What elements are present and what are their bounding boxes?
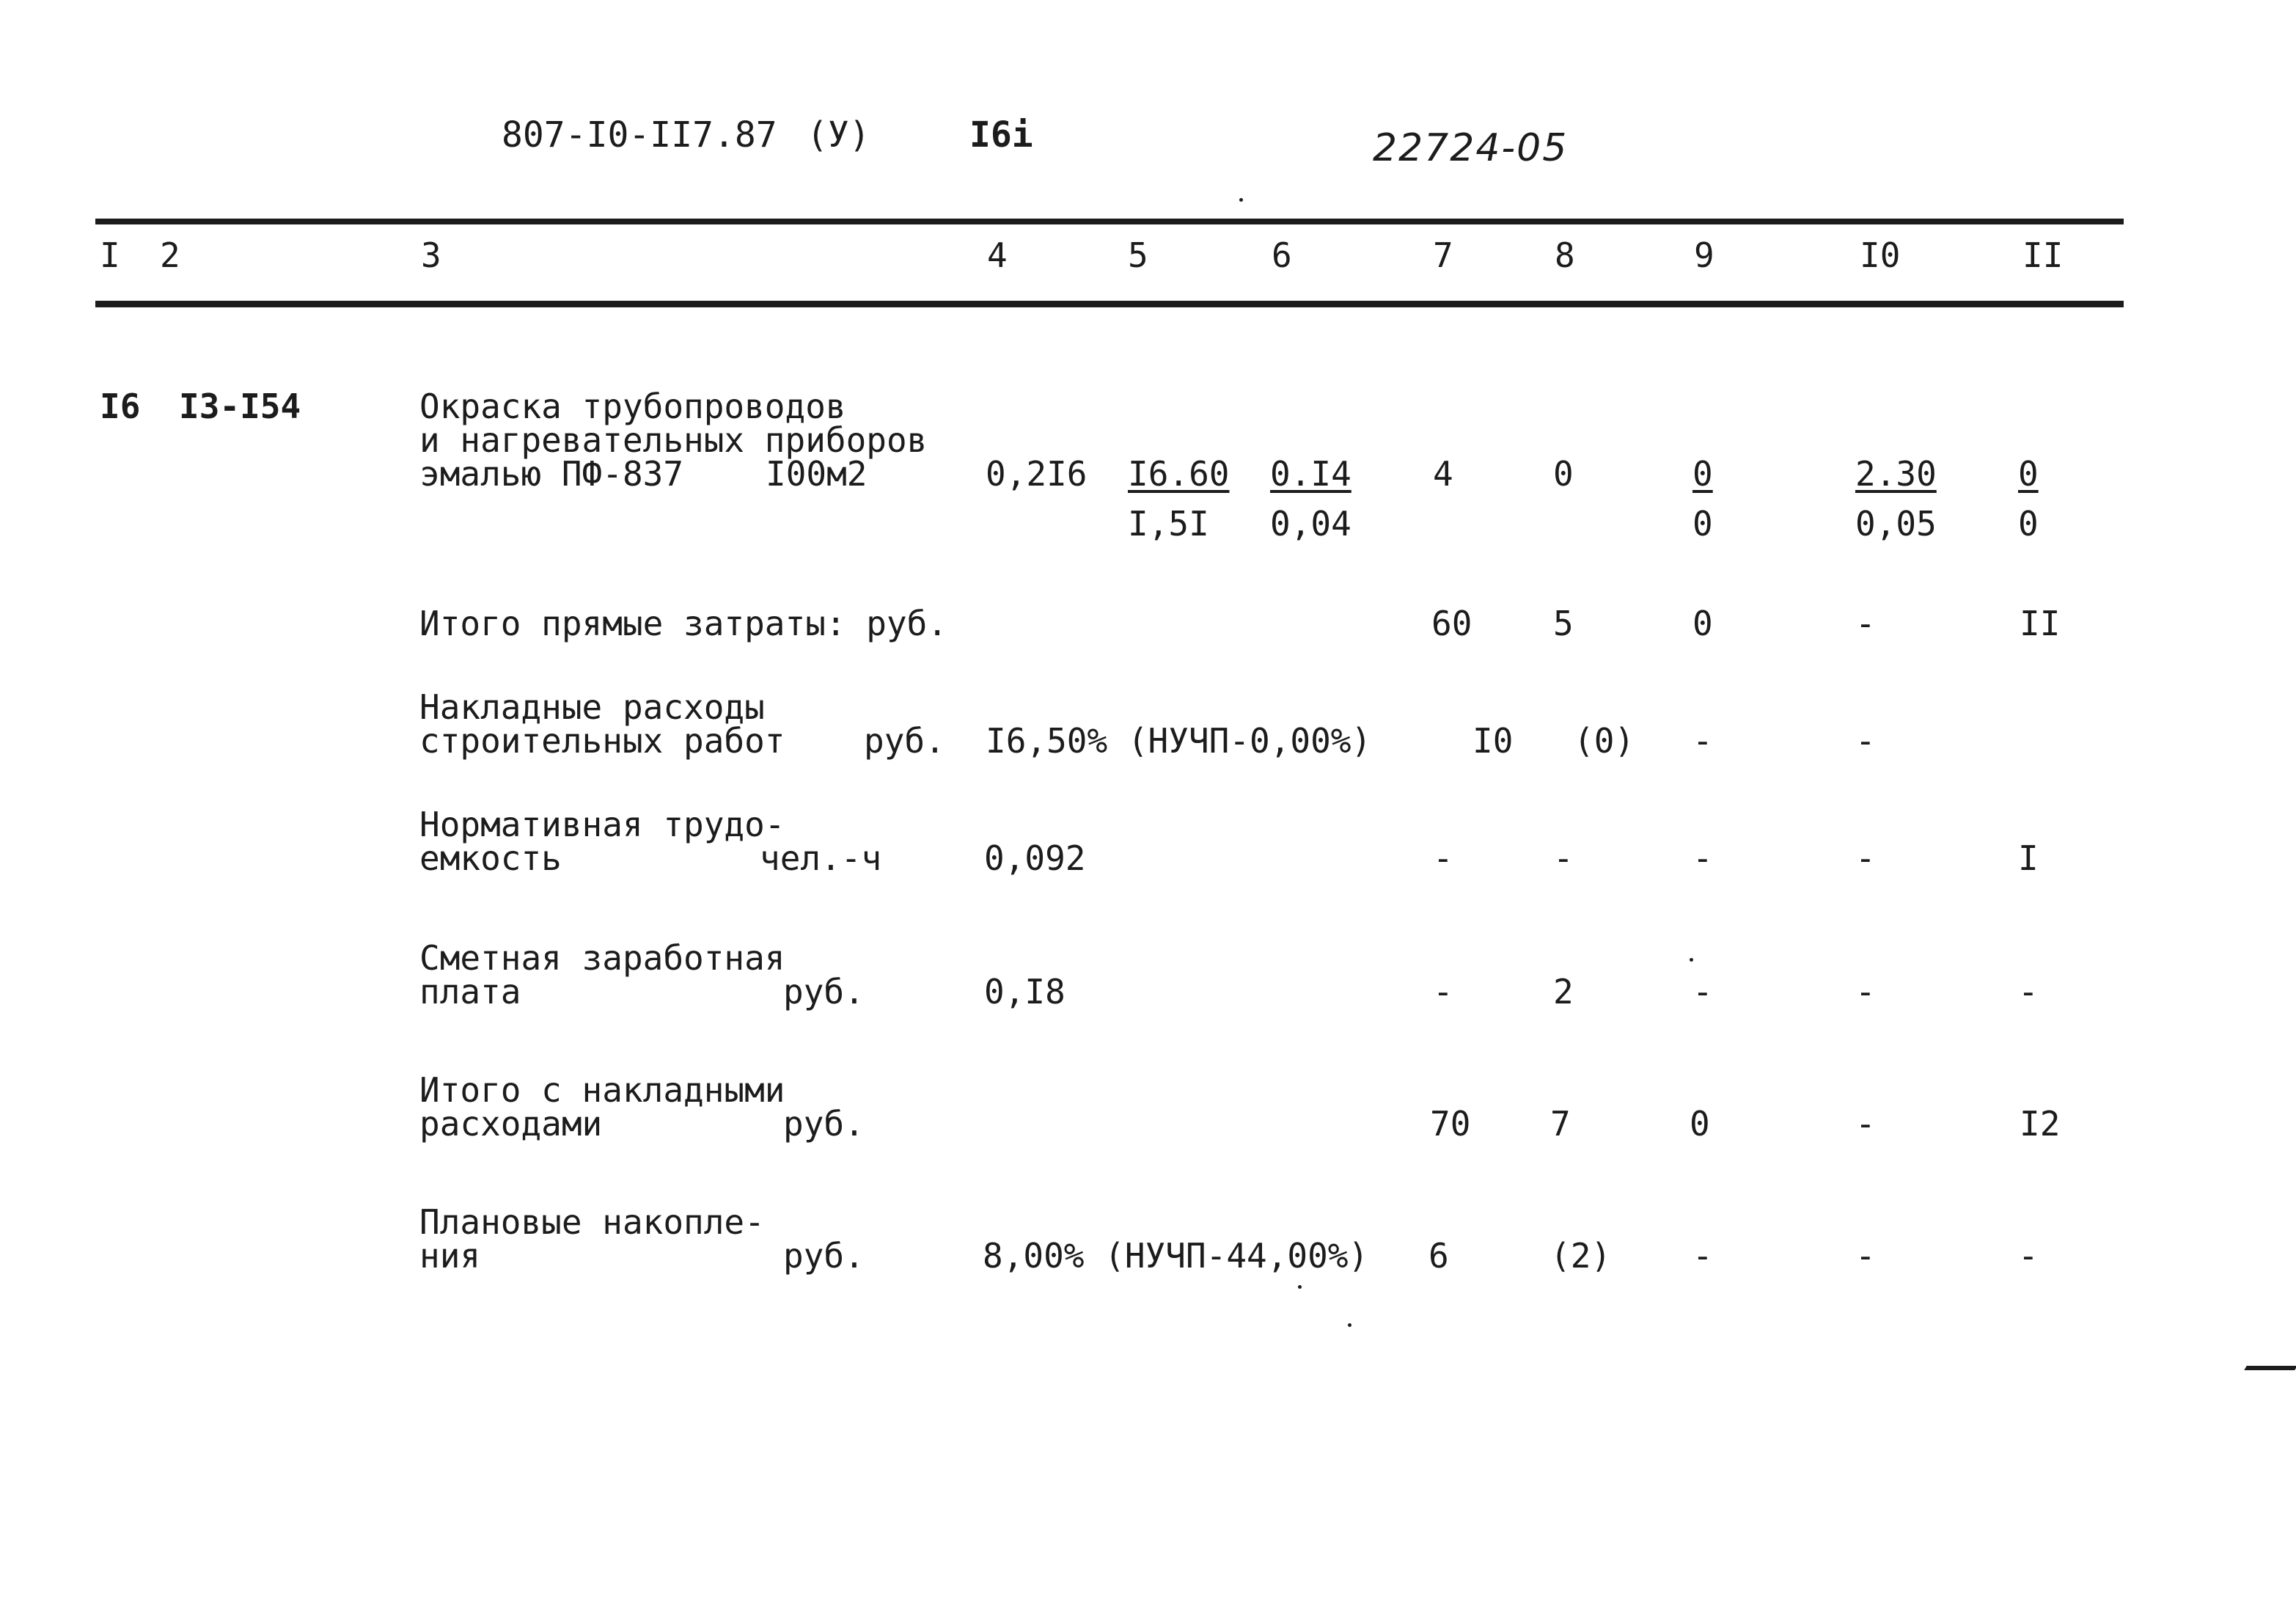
overhead-col7: I0 [1472,721,1514,761]
savings-col11: - [2018,1236,2039,1276]
column-header-1: I [100,235,120,275]
labor-col7: - [1433,838,1453,878]
with-overhead-col8: 7 [1550,1104,1571,1144]
overhead-col8: (0) [1574,721,1635,761]
direct-costs-col8: 5 [1553,604,1574,643]
wage-label-line-1: Сметная заработная [419,938,785,978]
overhead-unit: руб. [864,721,945,761]
savings-col7: 6 [1428,1236,1449,1276]
wage-col9: - [1692,972,1713,1012]
item-description-line-2: и нагревательных приборов [419,420,928,460]
labor-label-line-2: емкость [419,838,562,878]
column-header-2: 2 [160,235,180,275]
with-overhead-label-line-1: Итого с накладными [419,1070,785,1110]
speck [1348,1323,1351,1327]
item-col11-top: 0 [2018,454,2039,494]
labor-value: 0,092 [984,838,1086,878]
savings-col9: - [1692,1236,1713,1276]
column-header-11: II [2022,235,2064,275]
speck [1690,958,1693,962]
item-col9-top: 0 [1692,454,1713,494]
column-header-10: I0 [1860,235,1901,275]
direct-costs-col7: 60 [1431,604,1472,643]
column-header-9: 9 [1694,235,1714,275]
table-header-rule [95,301,2124,307]
page-number: I6i [969,114,1033,156]
column-header-7: 7 [1433,235,1453,275]
with-overhead-col11: I2 [2020,1104,2061,1144]
savings-label-line-2: ния [419,1236,481,1276]
item-quantity: 0,2I6 [986,454,1088,494]
document-code: 807-I0-II7.87 [502,114,777,156]
item-number: I6 [100,387,141,426]
item-description-line-3: эмалью ПФ-837 [419,454,684,494]
labor-label-line-1: Нормативная трудо- [419,805,785,844]
table-top-rule [95,219,2124,224]
wage-col8: 2 [1553,972,1574,1012]
item-col7: 4 [1433,454,1453,494]
overhead-label-line-2: строительных работ [419,721,785,761]
item-unit: I00м2 [766,454,868,494]
column-header-6: 6 [1272,235,1292,275]
item-col9-bottom: 0 [1692,504,1713,544]
item-col10-top: 2.30 [1855,454,1937,494]
column-header-3: 3 [421,235,441,275]
overhead-col9: - [1692,721,1713,761]
speck [1298,1285,1302,1289]
direct-costs-col9: 0 [1692,604,1713,643]
speck [1239,198,1243,202]
overhead-rate: I6,50% (НУЧП-0,00%) [986,721,1372,761]
savings-rate: 8,00% (НУЧП-44,00%) [983,1236,1369,1276]
handwritten-number: 22724-05 [1373,126,1569,170]
wage-col11: - [2018,972,2039,1012]
wage-col7: - [1433,972,1453,1012]
item-description-line-1: Окраска трубопроводов [419,387,846,426]
overhead-label-line-1: Накладные расходы [419,687,765,727]
column-header-4: 4 [987,235,1008,275]
wage-unit: руб. [783,972,865,1012]
document-variant: (У) [807,114,870,156]
savings-unit: руб. [783,1236,865,1276]
column-header-5: 5 [1128,235,1148,275]
savings-col8: (2) [1550,1236,1612,1276]
item-col6-top: 0.I4 [1270,454,1351,494]
overhead-col10: - [1855,721,1876,761]
edge-mark [2244,1366,2296,1370]
wage-label-line-2: плата [419,972,521,1012]
direct-costs-col10: - [1855,604,1876,643]
with-overhead-col7: 70 [1430,1104,1471,1144]
labor-col11: I [2018,838,2039,878]
item-col11-bottom: 0 [2018,504,2039,544]
with-overhead-col9: 0 [1690,1104,1710,1144]
with-overhead-label-line-2: расходами [419,1104,603,1144]
with-overhead-unit: руб. [783,1104,865,1144]
column-header-8: 8 [1555,235,1575,275]
direct-costs-label: Итого прямые затраты: руб. [419,604,948,643]
wage-value: 0,I8 [984,972,1066,1012]
direct-costs-col11: II [2020,604,2061,643]
item-code: I3-I54 [179,387,301,426]
savings-col10: - [1855,1236,1876,1276]
item-col6-bottom: 0,04 [1270,504,1351,544]
labor-col8: - [1553,838,1574,878]
labor-unit: чел.-ч [760,838,882,878]
item-col10-bottom: 0,05 [1855,504,1937,544]
wage-col10: - [1855,972,1876,1012]
labor-col9: - [1692,838,1713,878]
item-col5-top: I6.60 [1128,454,1230,494]
labor-col10: - [1855,838,1876,878]
savings-label-line-1: Плановые накопле- [419,1202,765,1242]
item-col8: 0 [1553,454,1574,494]
item-col5-bottom: I,5I [1128,504,1209,544]
with-overhead-col10: - [1855,1104,1876,1144]
